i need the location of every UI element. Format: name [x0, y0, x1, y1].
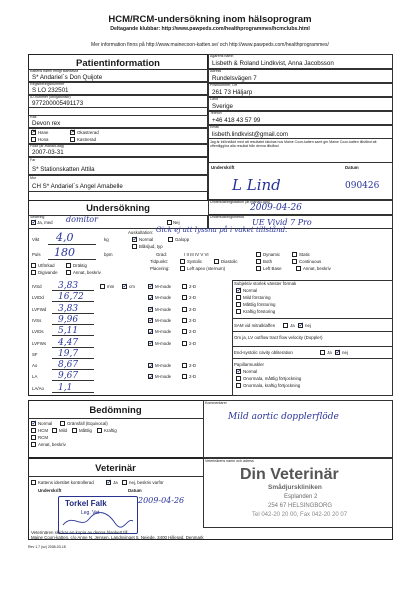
measurement-value[interactable]: 4,47: [58, 337, 79, 348]
vet-stamp-name: Torkel Falk: [65, 499, 107, 508]
vet-identity-label: Kattens identitet kontrollerad: [38, 480, 94, 485]
sac-ja-label: Ja: [327, 350, 332, 355]
sam-ja-checkbox[interactable]: [283, 323, 288, 328]
vet-identity-box: [31, 480, 36, 485]
measurement-label: IVSs: [32, 317, 42, 323]
father-label: Far: [30, 158, 36, 162]
sex-okastrerad-label: Okastrerad: [77, 130, 99, 135]
twod-label: 2-D: [189, 306, 197, 312]
mmode-label: M-mode: [155, 329, 172, 335]
left-base-label: Left Base: [263, 266, 282, 271]
clinic-city: 254 67 HELSINGBORG: [268, 503, 333, 509]
papill-mattlig-label: Onormala, måttlig förtjockning: [243, 376, 302, 381]
method-value[interactable]: UE Vivid 7 Pro: [252, 218, 312, 227]
unit-cm-label: cm: [129, 284, 135, 289]
papill-kraftig-checkbox[interactable]: [236, 383, 241, 388]
draktig-checkbox[interactable]: [66, 263, 71, 268]
papill-normal-checkbox[interactable]: [236, 369, 241, 374]
twod-checkbox[interactable]: [182, 374, 187, 379]
footer-line2: Maine Coon-katten, c/o Anne N. Jensen, Landsvinget 5, Nejede, 3400 Hillerød, Denmark: [31, 535, 204, 540]
ausc-galopp-checkbox[interactable]: [168, 237, 173, 242]
digivande-label: Digivande: [38, 270, 58, 275]
sex-hona-checkbox[interactable]: [31, 137, 36, 142]
systolic-checkbox[interactable]: [180, 259, 185, 264]
sac-ja-checkbox[interactable]: [320, 350, 325, 355]
clinic-tel: Tel 042-20 20 00, Fax 042-20 20 07: [252, 512, 348, 518]
measurement-label: SF: [32, 351, 38, 357]
vet-identity-ja-checkbox[interactable]: [106, 480, 111, 485]
subj-label: Subjektiv storlek vänster förmak: [234, 281, 297, 286]
id-value[interactable]: 977200005491173: [32, 100, 84, 107]
comments-value[interactable]: Mild aortic dopplerflöde: [228, 412, 339, 422]
country-label: Land: [210, 97, 218, 101]
vet-signature-scribble: [59, 497, 137, 533]
consent-text: Jag är införstådd med att resultatet skickas hos Maine Coon-katten samt ger Maine Coon-katten tillstånd att offentliggöra alla resultat från denna tillstånd: [210, 140, 377, 148]
sex-hane-label: Hane: [38, 130, 49, 135]
mmode-label: M-mode: [155, 340, 172, 346]
comments-cell: [203, 400, 393, 458]
mmode-label: M-mode: [155, 363, 172, 369]
unit-mm-checkbox[interactable]: [100, 284, 105, 289]
twod-checkbox[interactable]: [182, 295, 187, 300]
papill-normal-label: Normal: [243, 369, 258, 374]
measurement-label: LVIDd: [32, 295, 44, 301]
pulse-unit: bpm: [104, 252, 113, 257]
assess-annat-label: Annat, beskriv: [38, 442, 66, 447]
twod-checkbox[interactable]: [182, 329, 187, 334]
draktig-label: Dräktig: [73, 263, 87, 268]
measurement-label: LA: [32, 374, 38, 380]
catname-label: Kattens namn enligt stamtavla: [30, 69, 79, 73]
sedation-value[interactable]: domitor: [66, 215, 98, 224]
ausc-blasljud-checkbox[interactable]: [132, 244, 137, 249]
subj-mild-checkbox[interactable]: [236, 295, 241, 300]
mmode-label: M-mode: [155, 317, 172, 323]
exam-date-value[interactable]: 2009-04-26: [250, 203, 302, 213]
father-value[interactable]: S* Stationskatten Attila: [32, 166, 95, 173]
id-label: ID-nummer (obligatoriskt): [30, 95, 71, 99]
mmode-label: M-mode: [155, 284, 172, 289]
mmode-checkbox[interactable]: [148, 284, 153, 289]
unit-mm-label: mm: [107, 284, 115, 289]
twod-label: 2-D: [189, 340, 197, 346]
form-title: HCM/RCM-undersökning inom hälsoprogram: [108, 14, 312, 25]
measurement-label: Ao: [32, 363, 38, 369]
measurement-value[interactable]: 8,67: [58, 360, 79, 371]
reg-value[interactable]: S LO 232501: [32, 87, 69, 94]
reg-label: Registreringsnummer: [30, 82, 65, 86]
measurement-value[interactable]: 5,11: [58, 326, 79, 337]
sac-nej-checkbox[interactable]: [335, 350, 340, 355]
om-ja-label: Om ja, LV outflow tract flow velocity (Doppler): [234, 335, 323, 340]
measurement-value[interactable]: 3,83: [58, 303, 79, 314]
twod-label: 2-D: [189, 363, 197, 369]
auscultation-note[interactable]: Gick ej att lyssna på i vaket tillstånd.: [156, 226, 288, 234]
vet-sign-label: Underskrift: [38, 488, 62, 493]
twod-label: 2-D: [189, 295, 197, 301]
assessment-title-divider: [28, 418, 203, 419]
subj-kraftig-label: Kraftig förstoring: [243, 309, 276, 314]
measurement-value[interactable]: 19,7: [58, 348, 79, 359]
mmode-checkbox[interactable]: [148, 318, 153, 323]
measurement-value[interactable]: 1,1: [58, 382, 73, 393]
subj-mild-label: Mild förstoring: [243, 295, 271, 300]
sedation-label: Sedering: [30, 215, 45, 219]
papill-divider: [232, 358, 393, 359]
assess-granssfall-checkbox[interactable]: [60, 421, 65, 426]
address-value[interactable]: Rundelsvägen 7: [212, 75, 257, 82]
patient-section-title: Patientinformation: [76, 58, 160, 69]
assess-rcm-checkbox[interactable]: [31, 435, 36, 440]
diastolic-label: Diastolic: [221, 259, 238, 264]
address-label: Adress: [210, 69, 222, 73]
sam-label: SAM vid mitralklaffen: [234, 323, 276, 328]
ausc-normal-checkbox[interactable]: [132, 237, 137, 242]
subj-kraftig-checkbox[interactable]: [236, 309, 241, 314]
measurement-value[interactable]: 9,67: [58, 371, 79, 382]
measurement-label: LVIDs: [32, 329, 44, 335]
assess-hcm-label: HCM: [38, 428, 48, 433]
comments-label: Kommentarer: [205, 401, 227, 405]
sex-okastrerad-checkbox[interactable]: [70, 130, 75, 135]
placering-annat-label: Annat, beskriv: [303, 266, 331, 271]
mother-value[interactable]: CH S* Andariel´s Angel Amabelle: [32, 183, 123, 190]
utforkad-label: Utförkad: [38, 263, 55, 268]
mmode-checkbox[interactable]: [148, 363, 153, 368]
weight-unit: kg: [104, 237, 109, 242]
mmode-checkbox[interactable]: [148, 295, 153, 300]
measurement-label: LVFWd: [32, 306, 47, 312]
sex-kastrerad-checkbox[interactable]: [70, 137, 75, 142]
digivande-checkbox[interactable]: [31, 270, 36, 275]
weight-label: Vikt: [32, 237, 40, 242]
ausc-normal-label: Normal: [139, 237, 154, 242]
email-label: Email: [210, 125, 219, 129]
omja-value-line: [232, 346, 393, 347]
measurement-label: IVSd: [32, 284, 42, 289]
sex-cell: [28, 128, 208, 144]
annat-exam-label: Annat, beskriv: [73, 270, 101, 275]
postal-label: Postnummer, Ort: [210, 83, 238, 87]
sac-nej-label: nej: [342, 350, 348, 355]
ausc-blasljud-label: Blåsljud, typ: [139, 244, 163, 249]
phone-label: Telefon: [210, 111, 222, 115]
vet-date-label: Datum: [128, 488, 142, 493]
subj-mattlig-checkbox[interactable]: [236, 302, 241, 307]
assess-hcm-checkbox[interactable]: [31, 428, 36, 433]
papill-mattlig-checkbox[interactable]: [236, 376, 241, 381]
assess-annat-checkbox[interactable]: [31, 442, 36, 447]
vet-date-value[interactable]: 2009-04-26: [138, 496, 185, 505]
mmode-checkbox[interactable]: [148, 341, 153, 346]
twod-checkbox[interactable]: [182, 307, 187, 312]
twod-checkbox[interactable]: [182, 284, 187, 289]
postal-value[interactable]: 261 73 Häljarp: [212, 89, 253, 96]
twod-checkbox[interactable]: [182, 363, 187, 368]
subj-mattlig-label: Måttlig förstoring: [243, 302, 276, 307]
vet-identity-ja-label: Ja: [113, 480, 118, 485]
weight-value[interactable]: 4,0: [56, 231, 74, 244]
mother-label: Mor: [30, 176, 37, 180]
vet-stamp-title: Leg. Vet: [81, 510, 100, 516]
footer-line1: Veterinären skickar en kopia av denna blankett till:: [31, 530, 129, 535]
auscultation-label: Auskultation:: [128, 230, 154, 235]
grade-label: Grad:: [156, 252, 167, 257]
placering-label: Placering:: [150, 266, 170, 271]
twod-label: 2-D: [189, 374, 197, 380]
utforkad-checkbox[interactable]: [31, 263, 36, 268]
papill-label: Papillarmuskler: [234, 362, 265, 367]
twod-label: 2-D: [189, 284, 197, 289]
left-apex-label: Left apex (sternum): [187, 266, 226, 271]
measurement-value[interactable]: 16,72: [58, 292, 84, 303]
left-base-checkbox[interactable]: [256, 266, 261, 271]
weight-line: [48, 244, 96, 245]
country-value[interactable]: Sverige: [212, 103, 233, 110]
pulse-value[interactable]: 180: [54, 246, 75, 259]
continuous-label: Continuous: [299, 259, 322, 264]
mmode-checkbox[interactable]: [148, 374, 153, 379]
form-info: Mer information finns på http://www.mainecoon-katten.se/ och http://www.pawpeds.com/healthprogrammes/: [91, 42, 329, 48]
placering-annat-checkbox[interactable]: [296, 266, 301, 271]
sex-hona-label: Hona: [38, 137, 49, 142]
vet-title-divider: [28, 476, 203, 477]
pulse-line: [48, 259, 96, 260]
assess-mild-label: Mild: [59, 428, 68, 433]
papill-kraftig-label: Onormala, kraftig förtjockning: [243, 383, 301, 388]
dynamic-checkbox[interactable]: [256, 252, 261, 257]
country-cell: [208, 97, 393, 111]
subj-normal-label: Normal: [243, 288, 258, 293]
measurement-value[interactable]: 3,83: [58, 281, 79, 291]
static-checkbox[interactable]: [292, 252, 297, 257]
sam-divider: [232, 318, 393, 319]
method-label: Undersökningsmetod: [210, 215, 244, 219]
tidpunkt-label: Tidpunkt:: [150, 259, 168, 264]
subj-normal-checkbox[interactable]: [236, 288, 241, 293]
continuous-checkbox[interactable]: [292, 259, 297, 264]
assess-normal-label: Normal: [38, 421, 53, 426]
form-subtitle: Deltagande klubbar: http://www.pawpeds.com/healthprogrammes/hcmclubs.html: [110, 26, 310, 32]
assess-normal-checkbox[interactable]: [31, 421, 36, 426]
twod-label: 2-D: [189, 329, 197, 335]
clinic-name: Din Veterinär: [240, 466, 339, 483]
assess-mattlig-label: Måttlig: [79, 428, 92, 433]
owner-date-value[interactable]: 090426: [345, 181, 380, 191]
sam-nej-label: nej: [305, 323, 311, 328]
owner-date-label: Datum: [345, 165, 359, 170]
grade-options[interactable]: I II III IV V VI: [184, 252, 209, 257]
owner-name-value[interactable]: Lisbeth & Roland Lindkvist, Anna Jacobsson: [212, 60, 334, 67]
measurement-label: LA/Ao: [32, 385, 44, 391]
clinic-sub: Smådjurskliniken: [268, 484, 322, 491]
twod-label: 2-D: [189, 317, 197, 323]
sedation-nej-checkbox[interactable]: [167, 220, 172, 225]
owner-name-label: Ägarens namn: [210, 54, 234, 58]
sam-nej-checkbox[interactable]: [298, 323, 303, 328]
exam-date-label: Undersökningsdatum (år-månad-dag): [210, 200, 270, 204]
twod-checkbox[interactable]: [182, 318, 187, 323]
clinic-street: Esplanden 2: [284, 494, 318, 500]
vet-identity-nej-label: nej, beskriv varför: [129, 480, 164, 485]
vet-stamp: [58, 496, 138, 534]
clinic-label: Veterinärens namn och adress: [205, 459, 254, 463]
sam-ja-label: Ja: [290, 323, 295, 328]
systolic-label: Systolic: [187, 259, 203, 264]
owner-signature[interactable]: L Lind: [232, 176, 281, 194]
pulse-label: Puls: [32, 252, 41, 257]
dob-value[interactable]: 2007-03-31: [32, 149, 64, 156]
sedation-ja-label: Ja, med: [37, 220, 53, 225]
omja-divider: [232, 331, 393, 332]
left-apex-checkbox[interactable]: [180, 266, 185, 271]
mmode-checkbox[interactable]: [148, 329, 153, 334]
diastolic-checkbox[interactable]: [214, 259, 219, 264]
assess-mattlig-checkbox[interactable]: [72, 428, 77, 433]
mmode-checkbox[interactable]: [148, 307, 153, 312]
sex-kastrerad-label: Kastrerad: [77, 137, 97, 142]
email-value[interactable]: lisbeth.lindkvist@gmail.com: [212, 131, 289, 138]
assess-kraftig-checkbox[interactable]: [97, 428, 102, 433]
assessment-section-title: Bedömning: [89, 405, 142, 416]
unit-cm-checkbox[interactable]: [122, 284, 127, 289]
catname-value[interactable]: S* Andariel´s Don Quijote: [32, 74, 103, 81]
phone-value[interactable]: +46 418 43 57 99: [212, 117, 261, 124]
assess-rcm-label: RCM: [38, 435, 48, 440]
annat-exam-checkbox[interactable]: [66, 270, 71, 275]
ausc-galopp-label: Galopp: [175, 237, 190, 242]
measurement-label: LVFWs: [32, 340, 47, 346]
mmode-label: M-mode: [155, 295, 172, 301]
footer-rev: Rev 1.7 (sv) 2008-03-18: [28, 545, 66, 549]
vet-identity-nej-checkbox[interactable]: [122, 480, 127, 485]
owner-signature-label: Underskrift: [211, 165, 235, 170]
dob-label: Född (år-månad-dag): [30, 144, 65, 148]
sac-label: End-systolic cavity obliteration: [234, 350, 293, 355]
breed-value[interactable]: Devon rex: [32, 120, 61, 127]
exam-section-title: Undersökning: [86, 203, 150, 214]
both-checkbox[interactable]: [256, 259, 261, 264]
sex-hane-checkbox[interactable]: [31, 130, 36, 135]
static-label: Static: [299, 252, 310, 257]
assess-mild-checkbox[interactable]: [52, 428, 57, 433]
both-label: Both: [263, 259, 273, 264]
assess-kraftig-label: Kraftig: [104, 428, 117, 433]
twod-checkbox[interactable]: [182, 341, 187, 346]
vet-section-title: Veterinär: [95, 463, 136, 474]
assess-granssfall-label: Gränsfall (Equivocal): [67, 421, 108, 426]
measurement-value[interactable]: 9,96: [58, 314, 79, 325]
mmode-label: M-mode: [155, 374, 172, 380]
dynamic-label: Dynamic: [263, 252, 281, 257]
breed-label: Ras: [30, 115, 37, 119]
mmode-label: M-mode: [155, 306, 172, 312]
sedation-nej-label: Nej: [173, 220, 180, 225]
sedation-ja-checkbox[interactable]: [31, 220, 36, 225]
